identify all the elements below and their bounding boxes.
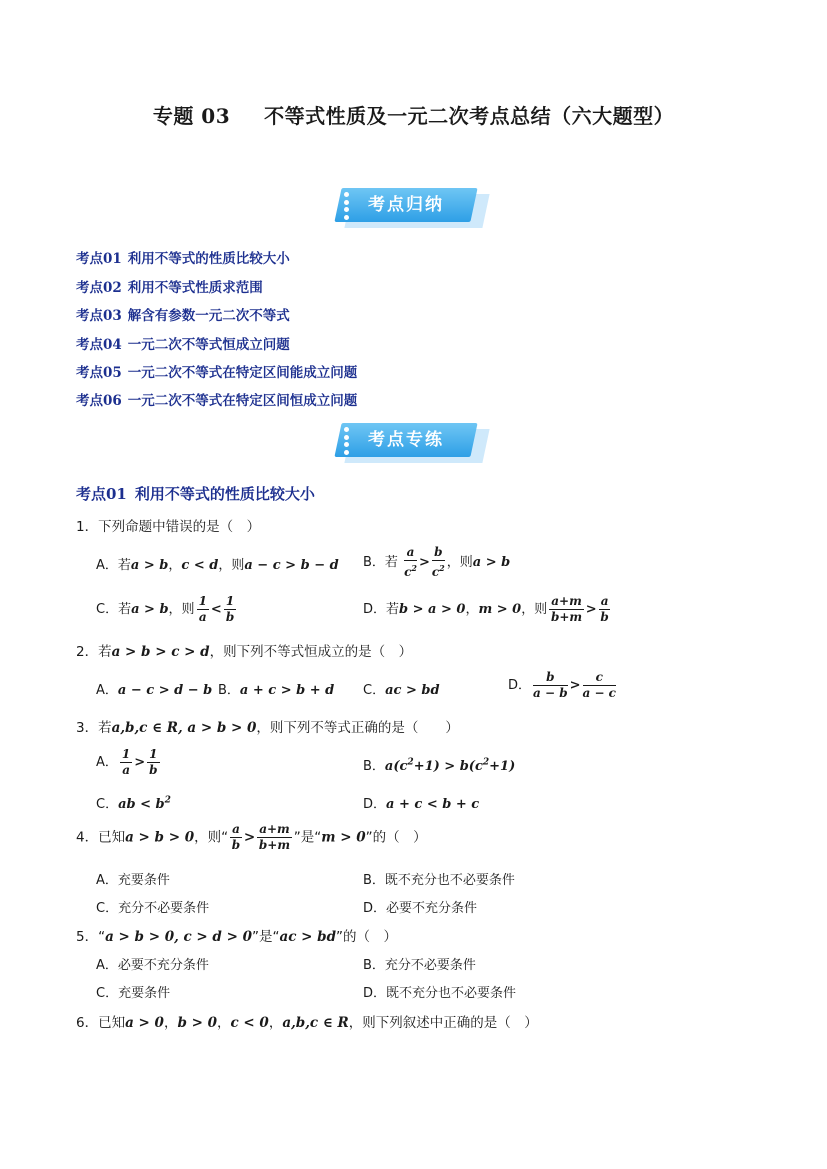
q4-option-b[interactable]: B．既不充分也不必要条件: [363, 873, 515, 888]
question-6-stem: 6．已知a > 0，b > 0，c < 0，a,b,c ∈ R，则下列叙述中正确的是（ ）: [76, 1015, 538, 1031]
toc-item-6[interactable]: 考点06 一元二次不等式在特定区间恒成立问题: [76, 393, 358, 409]
toc-item-2[interactable]: 考点02 利用不等式性质求范围: [76, 280, 263, 296]
question-1-stem: 1．下列命题中错误的是（ ）: [76, 519, 261, 535]
title-number: 专题 03: [152, 104, 231, 128]
q3-option-a[interactable]: A． $\frac{1}{a}$ > $\frac{1}{b}$: [96, 747, 158, 777]
banner-summary: [338, 188, 488, 228]
question-5-stem: 5．“a > b > 0, c > d > 0”是“ac > bd”的（ ）: [76, 929, 398, 945]
banner-summary-label: 考点归纳: [368, 195, 444, 215]
banner-practice: [338, 423, 488, 463]
q1-option-d[interactable]: D．若b > a > 0，m > 0，则 $\frac{a+m}{b+m}$ > $\frac{a}{b}$: [363, 594, 609, 624]
q1-option-a[interactable]: A．若a > b，c < d，则a − c > b − d: [96, 558, 339, 573]
q2-option-a[interactable]: A．a − c > d − b: [96, 683, 213, 698]
q1-option-c[interactable]: C．若a > b，则 $\frac{1}{a}$ < $\frac{1}{b}$: [96, 594, 235, 624]
q4-option-a[interactable]: A．充要条件: [96, 873, 170, 888]
q4-option-d[interactable]: D．必要不充分条件: [363, 901, 478, 916]
q2-option-b[interactable]: B．a + c > b + d: [218, 683, 335, 698]
section-heading: 考点01 利用不等式的性质比较大小: [76, 485, 315, 503]
toc-item-5[interactable]: 考点05 一元二次不等式在特定区间能成立问题: [76, 365, 358, 381]
q1-option-b[interactable]: B．若 $\frac{a}{c^2}$ > $\frac{b}{c^2}$ ，则a > b: [363, 545, 511, 579]
page-title: [0, 100, 827, 129]
banner-practice-label: 考点专练: [368, 430, 444, 450]
q3-option-d[interactable]: D．a + c < b + c: [363, 797, 480, 812]
question-2-stem: 2．若a > b > c > d，则下列不等式恒成立的是（ ）: [76, 644, 413, 660]
toc-item-4[interactable]: 考点04 一元二次不等式恒成立问题: [76, 337, 290, 353]
q5-option-c[interactable]: C．充要条件: [96, 986, 171, 1001]
toc-item-3[interactable]: 考点03 解含有参数一元二次不等式: [76, 308, 290, 324]
q2-option-d[interactable]: D． $\frac{b}{a - b}$ > $\frac{c}{a - c}$: [508, 670, 616, 700]
q5-option-d[interactable]: D．既不充分也不必要条件: [363, 986, 517, 1001]
title-text: 不等式性质及一元二次考点总结（六大题型）: [264, 104, 675, 128]
q2-option-c[interactable]: C．ac > bd: [363, 683, 440, 698]
q5-option-a[interactable]: A．必要不充分条件: [96, 958, 209, 973]
question-3-stem: 3．若a,b,c ∈ R, a > b > 0，则下列不等式正确的是（ ）: [76, 720, 459, 736]
q3-option-c[interactable]: C．ab < $b^2$: [96, 795, 171, 812]
q4-option-c[interactable]: C．充分不必要条件: [96, 901, 210, 916]
q5-option-b[interactable]: B．充分不必要条件: [363, 958, 476, 973]
toc-item-1[interactable]: 考点01 利用不等式的性质比较大小: [76, 251, 290, 267]
question-4-stem: 4．已知a > b > 0，则“ $\frac{a}{b}$ > $\frac{a+m}{b+m}$ ”是“m > 0”的（ ）: [76, 822, 427, 852]
q3-option-b[interactable]: B．$a(c^2+1) > b(c^2+1)$: [363, 757, 516, 774]
